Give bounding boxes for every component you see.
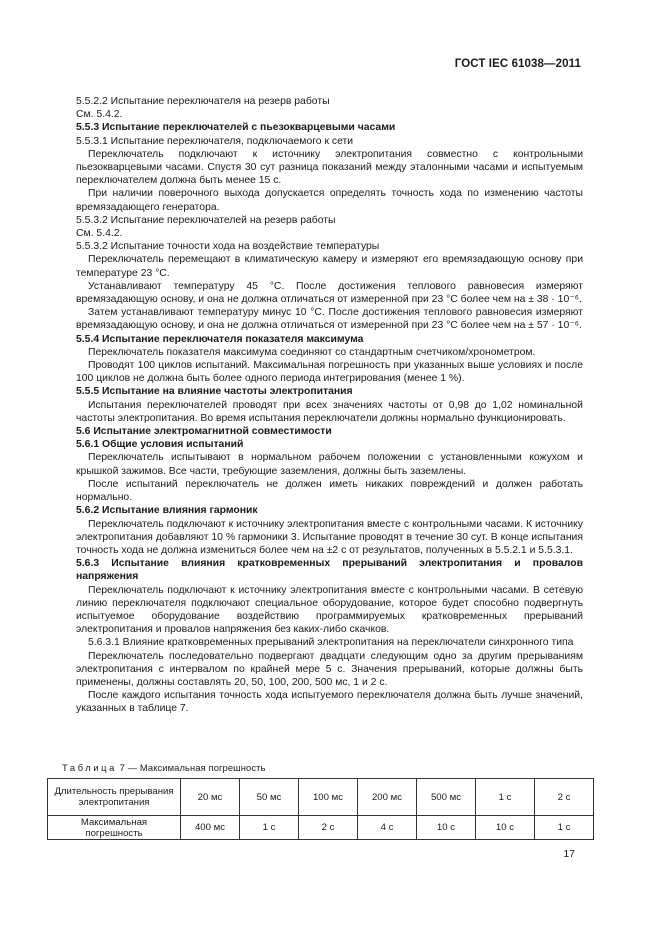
table-cell: 1 с (476, 779, 535, 816)
row-label-error: Максимальная погрешность (48, 816, 181, 840)
document-body (76, 95, 583, 716)
section-heading: 5.6.1 Общие условия испытаний (76, 439, 244, 451)
table-row-error (48, 816, 594, 840)
paragraph: После каждого испытания точность хода испытуемого переключателя должна быть лучше значений, указанных в таблице 7. (76, 690, 583, 715)
section-heading: 5.5.4 Испытание переключателя показателя максимума (76, 333, 364, 345)
paragraph: Устанавливают температуру 45 °С. После достижения теплового равновесия измеряют времязадающую основу, и она не должна отличаться от измеренной при 23 °С более чем на ± 38 · 10⁻⁶. (76, 280, 583, 306)
table-cell: 2 с (535, 779, 594, 816)
table-cell: 4 с (358, 816, 417, 840)
table-cell: 10 с (476, 816, 535, 840)
table-cell: 400 мс (181, 816, 240, 840)
paragraph: При наличии поверочного выхода допускается определять точность хода по изменению частоты времязадающего генератора. (76, 188, 583, 213)
paragraph: 5.5.3.2 Испытание переключателей на резерв работы (76, 214, 336, 226)
table-caption (62, 762, 266, 773)
paragraph: Переключатель подключают к источнику электропитания совместно с контрольными пьезокварцевыми часами. Спустя 30 сут разница показаний между эталонными часами и испытуемым переключателем должна быть менее 15 с. (76, 148, 583, 187)
paragraph: Переключатель испытывают в нормальном рабочем положении с установленными кожухом и крышкой зажимов. Все части, требующие заземления, должны быть заземлены. (76, 452, 583, 477)
row-label-duration: Длительность прерывания электропитания (48, 779, 181, 816)
page-number: 17 (563, 848, 575, 860)
paragraph: Переключатель показателя максимума соединяют со стандартным счетчиком/хронометром. (88, 346, 536, 358)
section-heading: 5.5.5 Испытание на влияние частоты электропитания (76, 386, 353, 398)
paragraph: Переключатель перемещают в климатическую камеру и измеряют его времязадающую основу при температуре 23 °С. (76, 254, 583, 279)
table-cell: 20 мс (181, 779, 240, 816)
table-cell: 2 с (299, 816, 358, 840)
section-heading: 5.6 Испытание электромагнитной совместимости (76, 426, 332, 438)
table-caption-word: Таблица (62, 762, 117, 773)
paragraph: Переключатель подключают к источнику электропитания вместе с контрольными часами. К источнику электропитания добавляют 10 % гармоники 3. Испытание проводят в течение 30 сут. В конце испытания точность хода не должна измениться более чем на ±2 с от результатов, полученных в 5.5.2.1 и 5.5.3.1. (76, 518, 583, 556)
table-cell: 1 с (240, 816, 299, 840)
section-heading: 5.5.3 Испытание переключателей с пьезокварцевыми часами (76, 122, 396, 134)
table-cell: 200 мс (358, 779, 417, 816)
paragraph: Переключатель последовательно подвергают двадцати следующим одно за другим прерываниям электропитания с интервалом по крайней мере 5 с. Значения прерываний, которые должны быть применены, должны составлять 20, 50, 100, 200, 500 мс, 1 и 2 с. (76, 650, 583, 688)
table-7 (47, 778, 594, 840)
document-header: ГОСТ IEC 61038—2011 (454, 58, 581, 70)
table-cell: 10 с (417, 816, 476, 840)
paragraph: 5.6.3.1 Влияние кратковременных прерываний электропитания на переключатели синхронного типа (88, 637, 574, 649)
section-heading: 5.6.2 Испытание влияния гармоник (76, 505, 258, 517)
table-cell: 500 мс (417, 779, 476, 816)
table-caption-title: 7 — Максимальная погрешность (116, 762, 266, 773)
paragraph: Переключатель подключают к источнику электропитания вместе с контрольными часами. В сетевую линию переключателя подключают специальное оборудование, которое будет способно подвергнуть испытуемое оборудование воздействию программируемых кратковременных прерываний электропитания и провалов напряжения без каких-либо скачков. (76, 584, 583, 636)
table-row-duration (48, 779, 594, 816)
paragraph: Испытания переключателей проводят при всех значениях частоты от 0,98 до 1,02 номинальной частоты электропитания. Во время испытания переключатели должны нормально функционировать. (76, 399, 583, 424)
paragraph: 5.5.3.1 Испытание переключателя, подключаемого к сети (76, 135, 354, 147)
paragraph: Затем устанавливают температуру минус 10 °С. После достижения теплового равновесия измеряют времязадающую основу, и она не должна отличаться от измеренной при 23 °С более чем на ± 57 · 10⁻⁶. (76, 307, 583, 332)
paragraph: 5.5.3.2 Испытание точности хода на воздействие температуры (76, 241, 380, 253)
paragraph: См. 5.4.2. (76, 109, 123, 121)
table-cell: 50 мс (240, 779, 299, 816)
paragraph: После испытаний переключатель не должен иметь никаких повреждений и должен работать нормально. (76, 478, 583, 504)
table-cell: 1 с (535, 816, 594, 840)
paragraph: Проводят 100 циклов испытаний. Максимальная погрешность при указанных выше условиях и после 100 циклов не должна быть более одного периода интегрирования (менее 1 %). (76, 360, 583, 385)
table-cell: 100 мс (299, 779, 358, 816)
paragraph: 5.5.2.2 Испытание переключателя на резерв работы (76, 96, 330, 107)
section-heading: 5.6.3 Испытание влияния кратковременных прерываний электропитания и провалов напряжения (76, 558, 583, 583)
paragraph: См. 5.4.2. (76, 228, 123, 240)
